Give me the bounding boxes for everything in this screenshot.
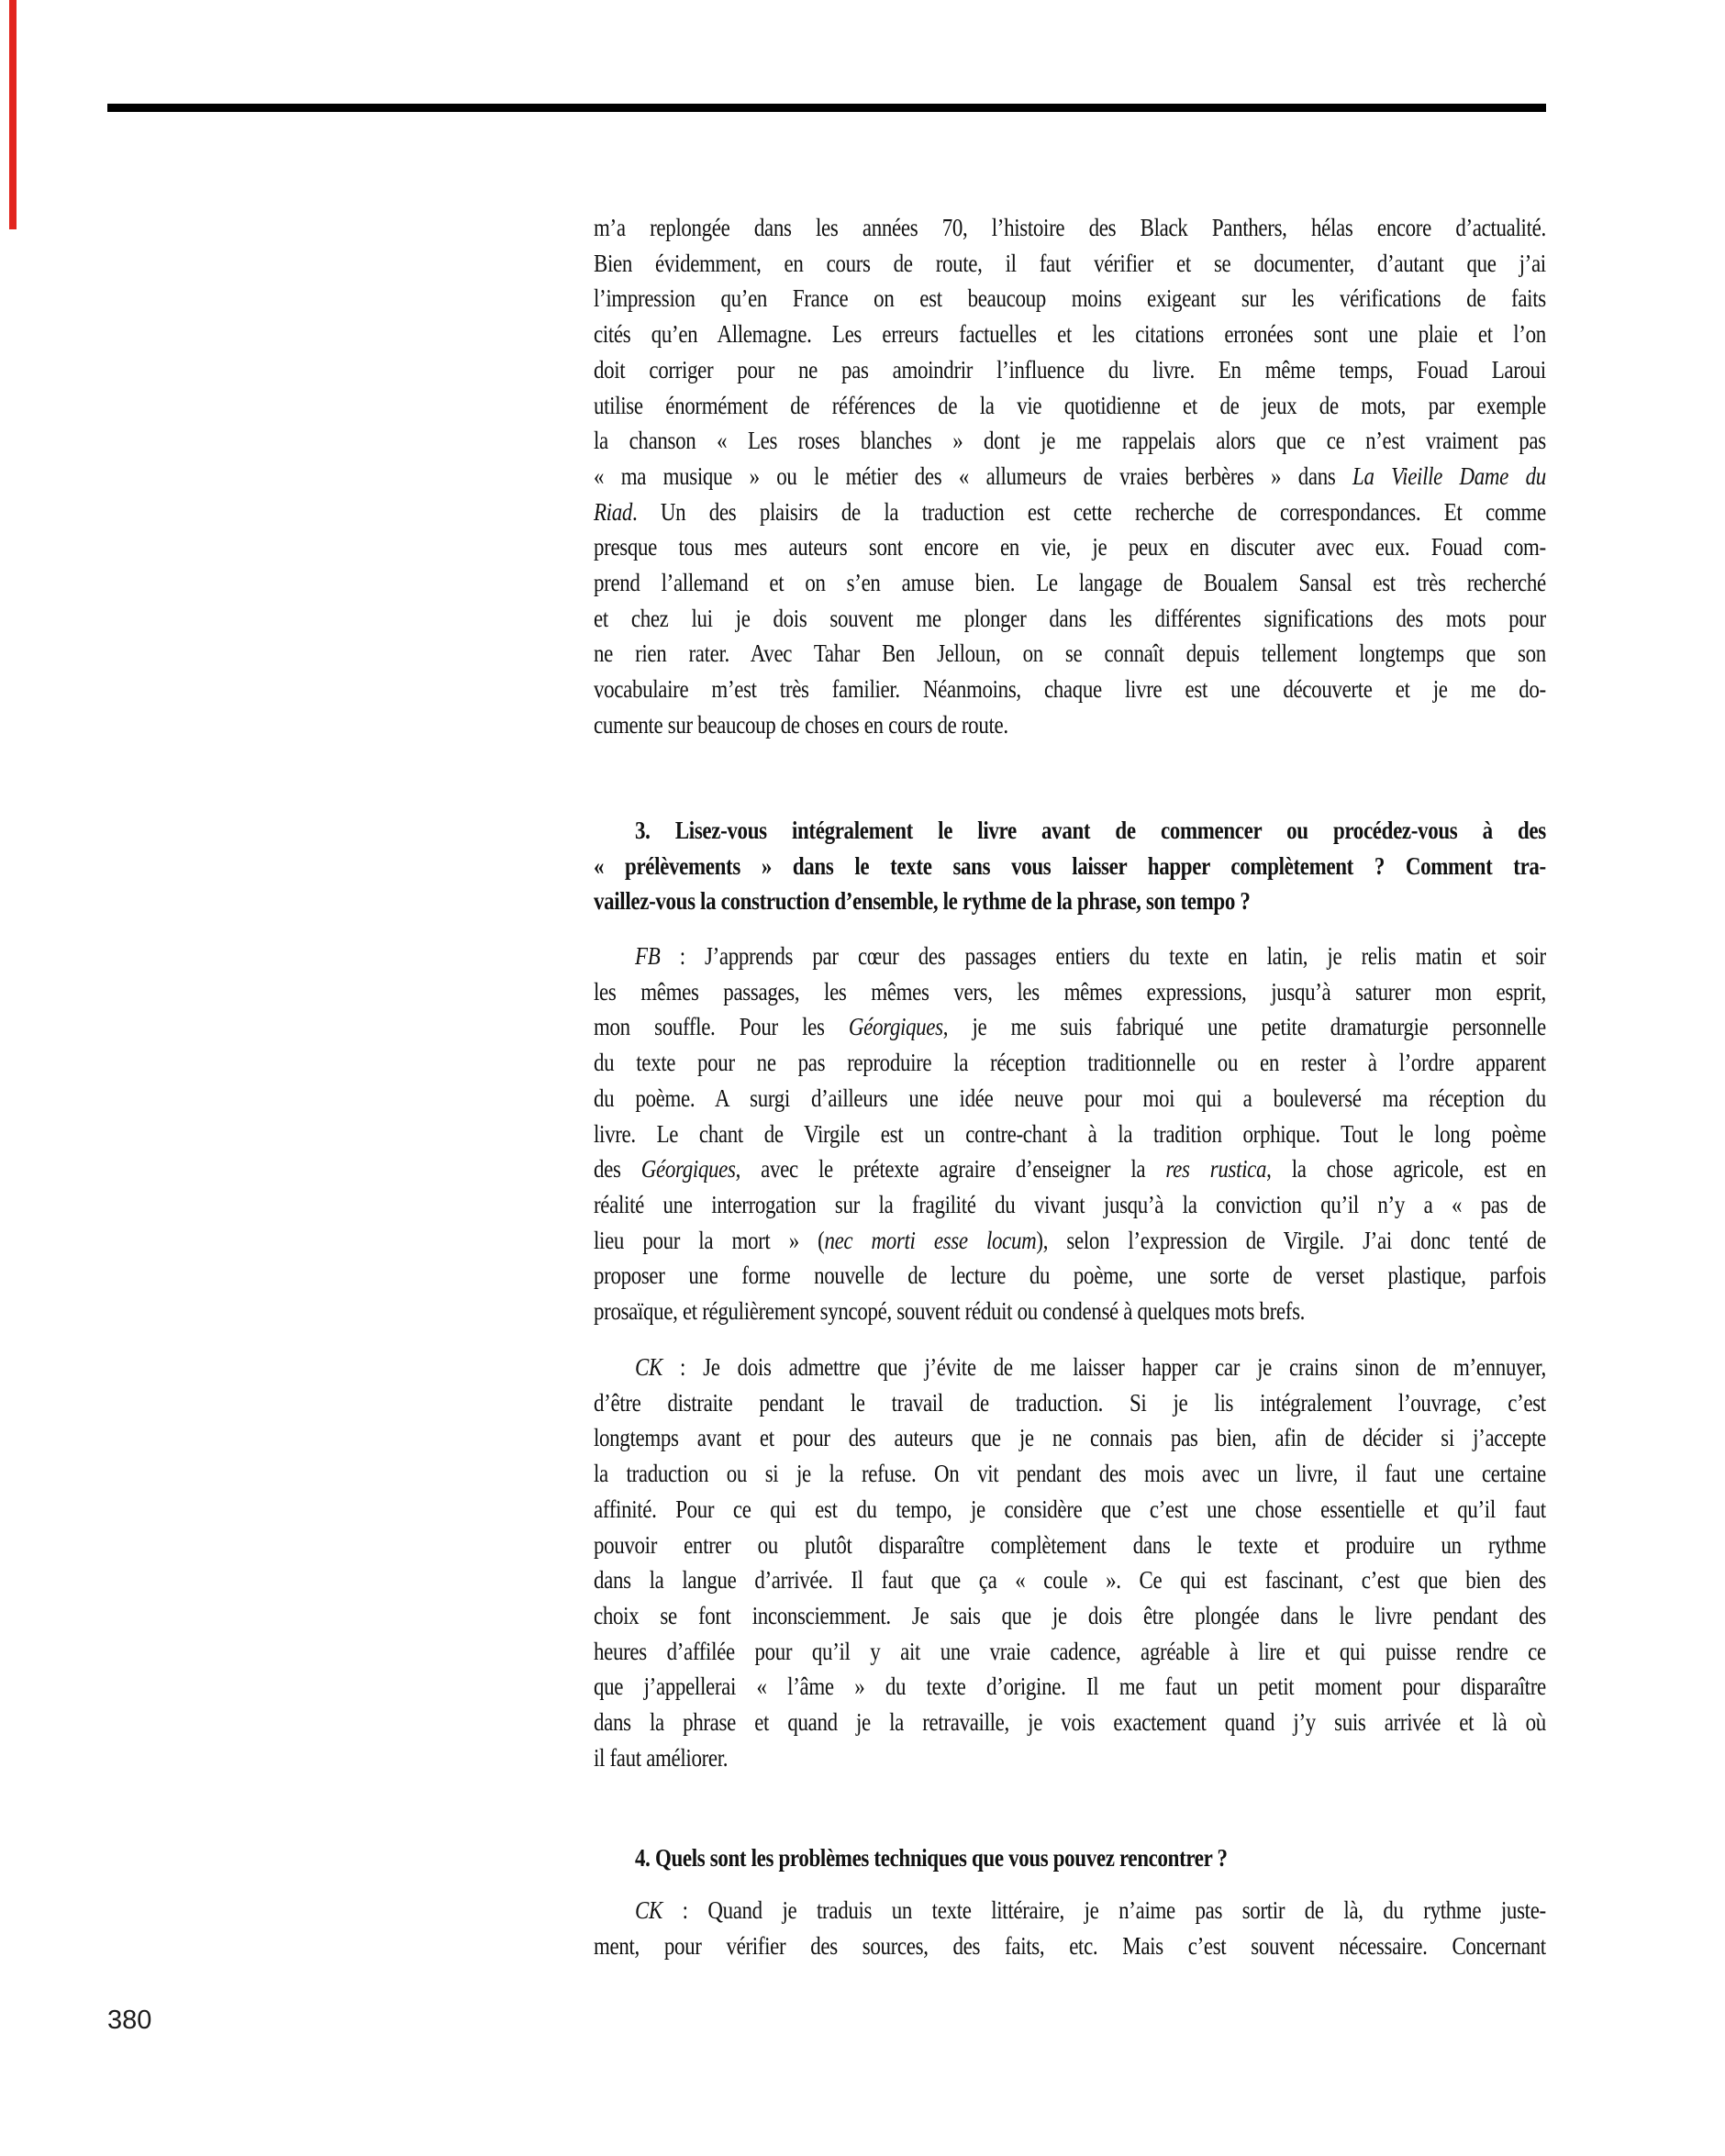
text-line	[594, 1081, 1546, 1117]
text-segment: prosaïque, et régulièrement syncopé, souvent réduit ou condensé à quelques mots brefs.	[594, 1297, 1306, 1326]
text-line	[594, 939, 1546, 974]
text-segment: l’impression qu’en France on est beaucoup moins exigeant sur les vérifications de faits	[594, 284, 1546, 313]
text-line	[594, 423, 1546, 459]
paragraph	[594, 210, 1546, 743]
text-segment: m’a replongée dans les années 70, l’histoire des Black Panthers, hélas encore d’actualité.	[594, 214, 1546, 241]
text-segment: ment, pour vérifier des sources, des faits, etc. Mais c’est souvent nécessaire. Concernant	[594, 1931, 1546, 1960]
paragraph	[594, 1893, 1546, 1963]
text-line	[594, 1350, 1546, 1385]
text-segment: 3. Lisez-vous intégralement le livre avant de commencer ou procédez-vous à des	[635, 817, 1546, 844]
paragraph	[594, 939, 1546, 1329]
text-segment: , la chose agricole, est en	[1266, 1155, 1546, 1184]
text-line	[594, 352, 1546, 388]
paragraph	[594, 1350, 1546, 1775]
text-line	[594, 1187, 1546, 1223]
text-segment: : J’apprends par cœur des passages entiers du texte en latin, je relis matin et soir	[660, 942, 1546, 970]
text-segment: il faut améliorer.	[594, 1743, 729, 1772]
text-segment: dans la langue d’arrivée. Il faut que ça « coule ». Ce qui est fascinant, c’est que bien des	[594, 1566, 1546, 1595]
text-segment: vaillez-vous la construction d’ensemble, le rythme de la phrase, son tempo ?	[594, 887, 1251, 916]
text-line	[594, 529, 1546, 565]
text-line	[594, 246, 1546, 282]
text-segment: vocabulaire m’est très familier. Néanmoins, chaque livre est une découverte et je me do-	[594, 675, 1546, 704]
text-segment: cités qu’en Allemagne. Les erreurs factuelles et les citations erronées sont une plaie et l’on	[594, 320, 1546, 349]
text-segment: « ma musique » ou le métier des « allumeurs de vraies berbères » dans	[594, 461, 1353, 490]
text-segment: prend l’allemand et on s’en amuse bien. Le langage de Boualem Sansal est très recherché	[594, 569, 1546, 597]
text-segment: lieu pour la mort » (	[594, 1226, 825, 1254]
text-segment: doit corriger pour ne pas amoindrir l’influence du livre. En même temps, Fouad Laroui	[594, 355, 1546, 383]
text-line	[594, 1151, 1546, 1187]
text-line	[594, 281, 1546, 317]
text-line	[594, 884, 1546, 919]
text-segment: la chanson « Les roses blanches » dont je me rappelais alors que ce n’est vraiment pas	[594, 427, 1546, 455]
text-segment: utilise énormément de références de la vie quotidienne et de jeux de mots, par exemple	[594, 391, 1546, 419]
text-line	[594, 1117, 1546, 1152]
text-line	[594, 210, 1546, 246]
text-segment: ), selon l’expression de Virgile. J’ai donc tenté de	[1036, 1226, 1546, 1254]
italic-text: Géorgiques	[640, 1155, 736, 1184]
text-segment: affinité. Pour ce qui est du tempo, je considère que c’est une chose essentielle et qu’il faut	[594, 1495, 1546, 1523]
italic-text: Riad	[594, 497, 632, 526]
italic-text: nec morti esse locum	[824, 1226, 1037, 1254]
text-line	[594, 813, 1546, 849]
text-line	[594, 1598, 1546, 1634]
text-line	[594, 495, 1546, 530]
text-column	[594, 0, 1546, 2156]
text-line	[594, 849, 1546, 884]
text-line	[594, 1223, 1546, 1259]
italic-text: CK	[635, 1896, 662, 1924]
text-line	[594, 317, 1546, 352]
text-segment: d’être distraite pendant le travail de traduction. Si je lis intégralement l’ouvrage, c’est	[594, 1388, 1546, 1417]
text-segment: presque tous mes auteurs sont encore en vie, je peux en discuter avec eux. Fouad com-	[594, 533, 1546, 561]
text-segment: du texte pour ne pas reproduire la réception traditionnelle ou en rester à l’ordre apparent	[594, 1049, 1546, 1077]
text-segment: choix se font inconsciemment. Je sais que je dois être plongée dans le livre pendant des	[594, 1601, 1546, 1629]
red-edge-mark	[9, 0, 17, 229]
text-line	[594, 1562, 1546, 1598]
question-heading	[594, 813, 1546, 919]
text-segment: du poème. A surgi d’ailleurs une idée neuve pour moi qui a bouleversé ma réception du	[594, 1084, 1546, 1112]
text-line	[594, 1840, 1546, 1876]
italic-text: La Vieille Dame du	[1352, 461, 1546, 490]
text-line	[594, 388, 1546, 424]
page-number: 380	[107, 2006, 152, 2035]
text-line	[594, 1705, 1546, 1740]
text-line	[594, 1893, 1546, 1928]
text-line	[594, 565, 1546, 601]
text-segment: les mêmes passages, les mêmes vers, les mêmes expressions, jusqu’à saturer mon esprit,	[594, 977, 1546, 1006]
text-line	[594, 1009, 1546, 1045]
text-segment: Bien évidemment, en cours de route, il faut vérifier et se documenter, d’autant que j’ai	[594, 249, 1546, 277]
text-line	[594, 974, 1546, 1010]
italic-text: FB	[635, 942, 661, 970]
text-line	[594, 1740, 1546, 1776]
italic-text: Géorgiques	[848, 1013, 943, 1041]
text-segment: dans la phrase et quand je la retravaille, je vois exactement quand j’y suis arrivée et là où	[594, 1708, 1546, 1737]
text-segment: . Un des plaisirs de la traduction est cette recherche de correspondances. Et comme	[631, 497, 1546, 526]
text-line	[594, 1492, 1546, 1528]
text-line	[594, 1258, 1546, 1294]
text-line	[594, 1045, 1546, 1081]
italic-text: res rustica	[1165, 1155, 1267, 1184]
text-line	[594, 1420, 1546, 1456]
text-line	[594, 601, 1546, 637]
text-segment: que j’appellerai « l’âme » du texte d’origine. Il me faut un petit moment pour disparaître	[594, 1673, 1546, 1701]
text-segment: et chez lui je dois souvent me plonger dans les différentes significations des mots pour	[594, 604, 1546, 632]
question-heading	[594, 1840, 1546, 1876]
text-line	[594, 1669, 1546, 1705]
text-segment: proposer une forme nouvelle de lecture du poème, une sorte de verset plastique, parfois	[594, 1261, 1546, 1290]
text-line	[594, 1294, 1546, 1329]
text-line	[594, 1928, 1546, 1964]
text-segment: 4. Quels sont les problèmes techniques que vous pouvez rencontrer ?	[635, 1844, 1228, 1872]
text-line	[594, 636, 1546, 672]
text-line	[594, 459, 1546, 495]
text-line	[594, 1634, 1546, 1670]
text-segment: ne rien rater. Avec Tahar Ben Jelloun, on se connaît depuis tellement longtemps que son	[594, 639, 1546, 668]
text-segment: livre. Le chant de Virgile est un contre-chant à la tradition orphique. Tout le long poème	[594, 1119, 1546, 1148]
italic-text: CK	[635, 1353, 662, 1381]
text-line	[594, 1385, 1546, 1421]
text-segment: « prélèvements » dans le texte sans vous laisser happer complètement ? Comment tra-	[594, 851, 1546, 880]
text-line	[594, 707, 1546, 743]
text-line	[594, 1528, 1546, 1563]
text-segment: : Quand je traduis un texte littéraire, je n’aime pas sortir de là, du rythme juste-	[662, 1896, 1546, 1924]
text-segment: des	[594, 1155, 641, 1184]
text-segment: cumente sur beaucoup de choses en cours de route.	[594, 710, 1008, 739]
text-segment: longtemps avant et pour des auteurs que je ne connais pas bien, afin de décider si j’accepte	[594, 1424, 1546, 1452]
text-segment: la traduction ou si je la refuse. On vit pendant des mois avec un livre, il faut une certaine	[594, 1460, 1546, 1488]
text-segment: , je me suis fabriqué une petite dramaturgie personnelle	[942, 1013, 1546, 1041]
text-segment: pouvoir entrer ou plutôt disparaître complètement dans le texte et produire un rythme	[594, 1530, 1546, 1559]
text-segment: réalité une interrogation sur la fragilité du vivant jusqu’à la conviction qu’il n’y a « pas de	[594, 1190, 1546, 1218]
text-segment: heures d’affilée pour qu’il y ait une vraie cadence, agréable à lire et qui puisse rendre ce	[594, 1637, 1546, 1665]
text-line	[594, 1456, 1546, 1492]
text-segment: mon souffle. Pour les	[594, 1013, 849, 1041]
text-segment: : Je dois admettre que j’évite de me laisser happer car je crains sinon de m’ennuyer,	[662, 1353, 1546, 1381]
text-line	[594, 672, 1546, 707]
text-segment: , avec le prétexte agraire d’enseigner la	[735, 1155, 1166, 1184]
